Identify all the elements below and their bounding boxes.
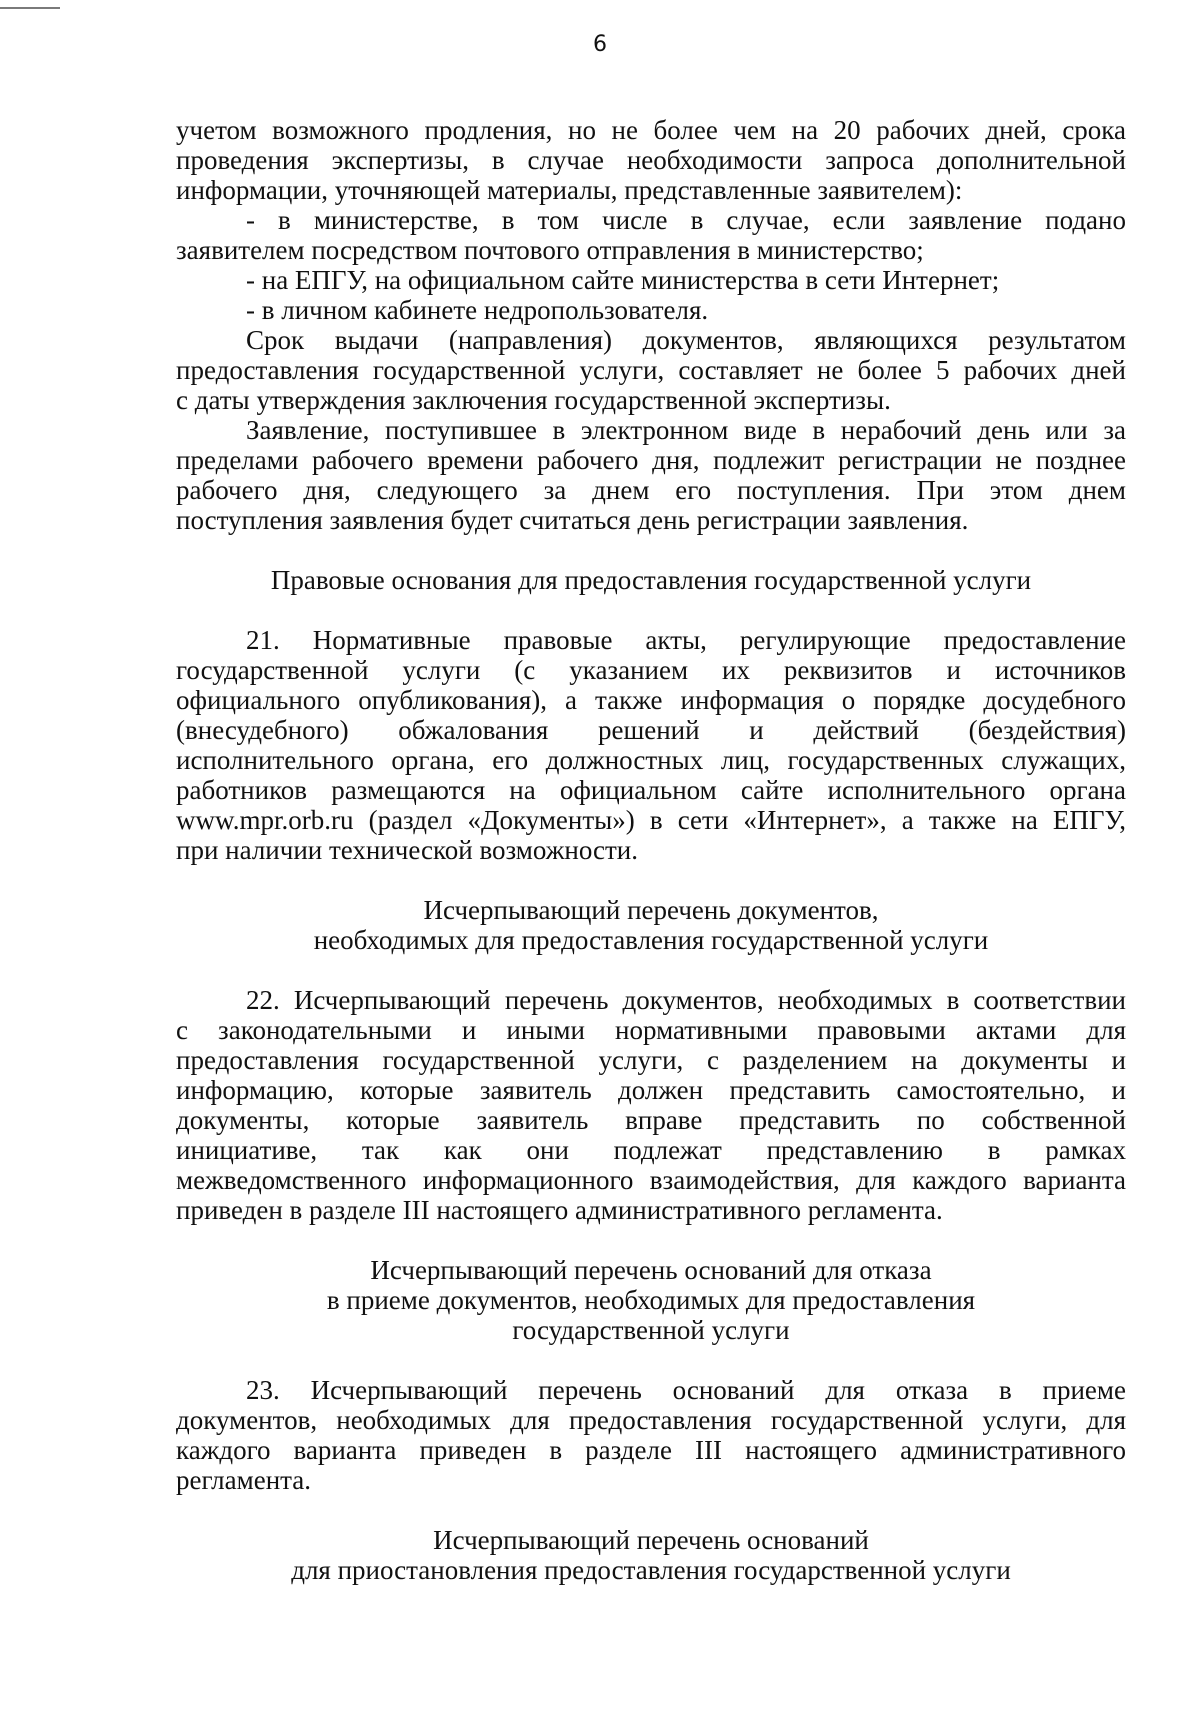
text-line: при наличии технической возможности.: [176, 835, 638, 865]
text-line: межведомственного информационного взаимодействия, для каждого варианта: [176, 1165, 1126, 1195]
page-number: 6: [593, 32, 607, 57]
text-line: (внесудебного) обжалования решений и действий (бездействия): [176, 715, 1126, 745]
text-line: www.mpr.orb.ru (раздел «Документы») в сети «Интернет», а также на ЕПГУ,: [176, 805, 1126, 835]
text-line: учетом возможного продления, но не более чем на 20 рабочих дней, срока: [176, 115, 1126, 145]
heading-line: в приеме документов, необходимых для предоставления: [326, 1285, 976, 1315]
text-line: 22. Исчерпывающий перечень документов, необходимых в соответствии: [246, 985, 1126, 1015]
document-body: [176, 115, 1126, 1585]
text-line: заявителем посредством почтового отправления в министерство;: [176, 235, 924, 265]
text-line: Заявление, поступившее в электронном виде в нерабочий день или за: [246, 415, 1126, 445]
heading-line: государственной услуги: [512, 1315, 790, 1345]
heading-line: необходимых для предоставления государственной услуги: [313, 925, 989, 955]
paragraph-electronic-application: [176, 415, 1126, 535]
list-item-epgu: [176, 265, 1126, 295]
text-line: - на ЕПГУ, на официальном сайте министерства в сети Интернет;: [246, 265, 1000, 295]
text-line: государственной услуги (с указанием их реквизитов и источников: [176, 655, 1126, 685]
text-line: 21. Нормативные правовые акты, регулирующие предоставление: [246, 625, 1126, 655]
text-line: проведения экспертизы, в случае необходимости запроса дополнительной: [176, 145, 1126, 175]
heading-line: Правовые основания для предоставления государственной услуги: [270, 565, 1032, 595]
text-line: исполнительного органа, его должностных лиц, государственных служащих,: [176, 745, 1126, 775]
text-line: предоставления государственной услуги, составляет не более 5 рабочих дней: [176, 355, 1126, 385]
text-line: документы, которые заявитель вправе представить по собственной: [176, 1105, 1126, 1135]
text-line: рабочего дня, следующего за днем его поступления. При этом днем: [176, 475, 1126, 505]
heading-line: Исчерпывающий перечень оснований для отказа: [370, 1255, 932, 1285]
scan-edge-mark: [0, 7, 60, 9]
paragraph-issuance-deadline: [176, 325, 1126, 415]
text-line: - в личном кабинете недропользователя.: [246, 295, 709, 325]
list-item-personal-cabinet: [176, 295, 1126, 325]
text-line: информацию, которые заявитель должен представить самостоятельно, и: [176, 1075, 1126, 1105]
heading-line: Исчерпывающий перечень оснований: [433, 1525, 869, 1555]
section-heading-refusal-grounds: [176, 1255, 1126, 1345]
text-line: регламента.: [176, 1465, 312, 1495]
paragraph-22: [176, 985, 1126, 1225]
text-line: предоставления государственной услуги, с разделением на документы и: [176, 1045, 1126, 1075]
section-heading-legal-grounds: [176, 565, 1126, 595]
heading-line: для приостановления предоставления государственной услуги: [291, 1555, 1011, 1585]
paragraph-23: [176, 1375, 1126, 1495]
text-line: Срок выдачи (направления) документов, являющихся результатом: [246, 325, 1126, 355]
text-line: с законодательными и иными нормативными правовыми актами для: [176, 1015, 1126, 1045]
text-line: инициативе, так как они подлежат представлению в рамках: [176, 1135, 1126, 1165]
text-line: работников размещаются на официальном сайте исполнительного органа: [176, 775, 1126, 805]
list-item-ministry: [176, 205, 1126, 265]
text-line: информации, уточняющей материалы, представленные заявителем):: [176, 175, 963, 205]
text-line: - в министерстве, в том числе в случае, если заявление подано: [246, 205, 1126, 235]
heading-line: Исчерпывающий перечень документов,: [423, 895, 879, 925]
section-heading-suspension-grounds: [176, 1525, 1126, 1585]
text-line: документов, необходимых для предоставления государственной услуги, для: [176, 1405, 1126, 1435]
paragraph-deadline-continuation: [176, 115, 1126, 205]
text-line: 23. Исчерпывающий перечень оснований для отказа в приеме: [246, 1375, 1126, 1405]
text-line: каждого варианта приведен в разделе III настоящего административного: [176, 1435, 1126, 1465]
text-line: официального опубликования), а также информация о порядке досудебного: [176, 685, 1126, 715]
text-line: приведен в разделе III настоящего административного регламента.: [176, 1195, 943, 1225]
paragraph-21: [176, 625, 1126, 865]
text-line: пределами рабочего времени рабочего дня, подлежит регистрации не позднее: [176, 445, 1126, 475]
text-line: с даты утверждения заключения государственной экспертизы.: [176, 385, 891, 415]
text-line: поступления заявления будет считаться день регистрации заявления.: [176, 505, 969, 535]
section-heading-required-documents: [176, 895, 1126, 955]
